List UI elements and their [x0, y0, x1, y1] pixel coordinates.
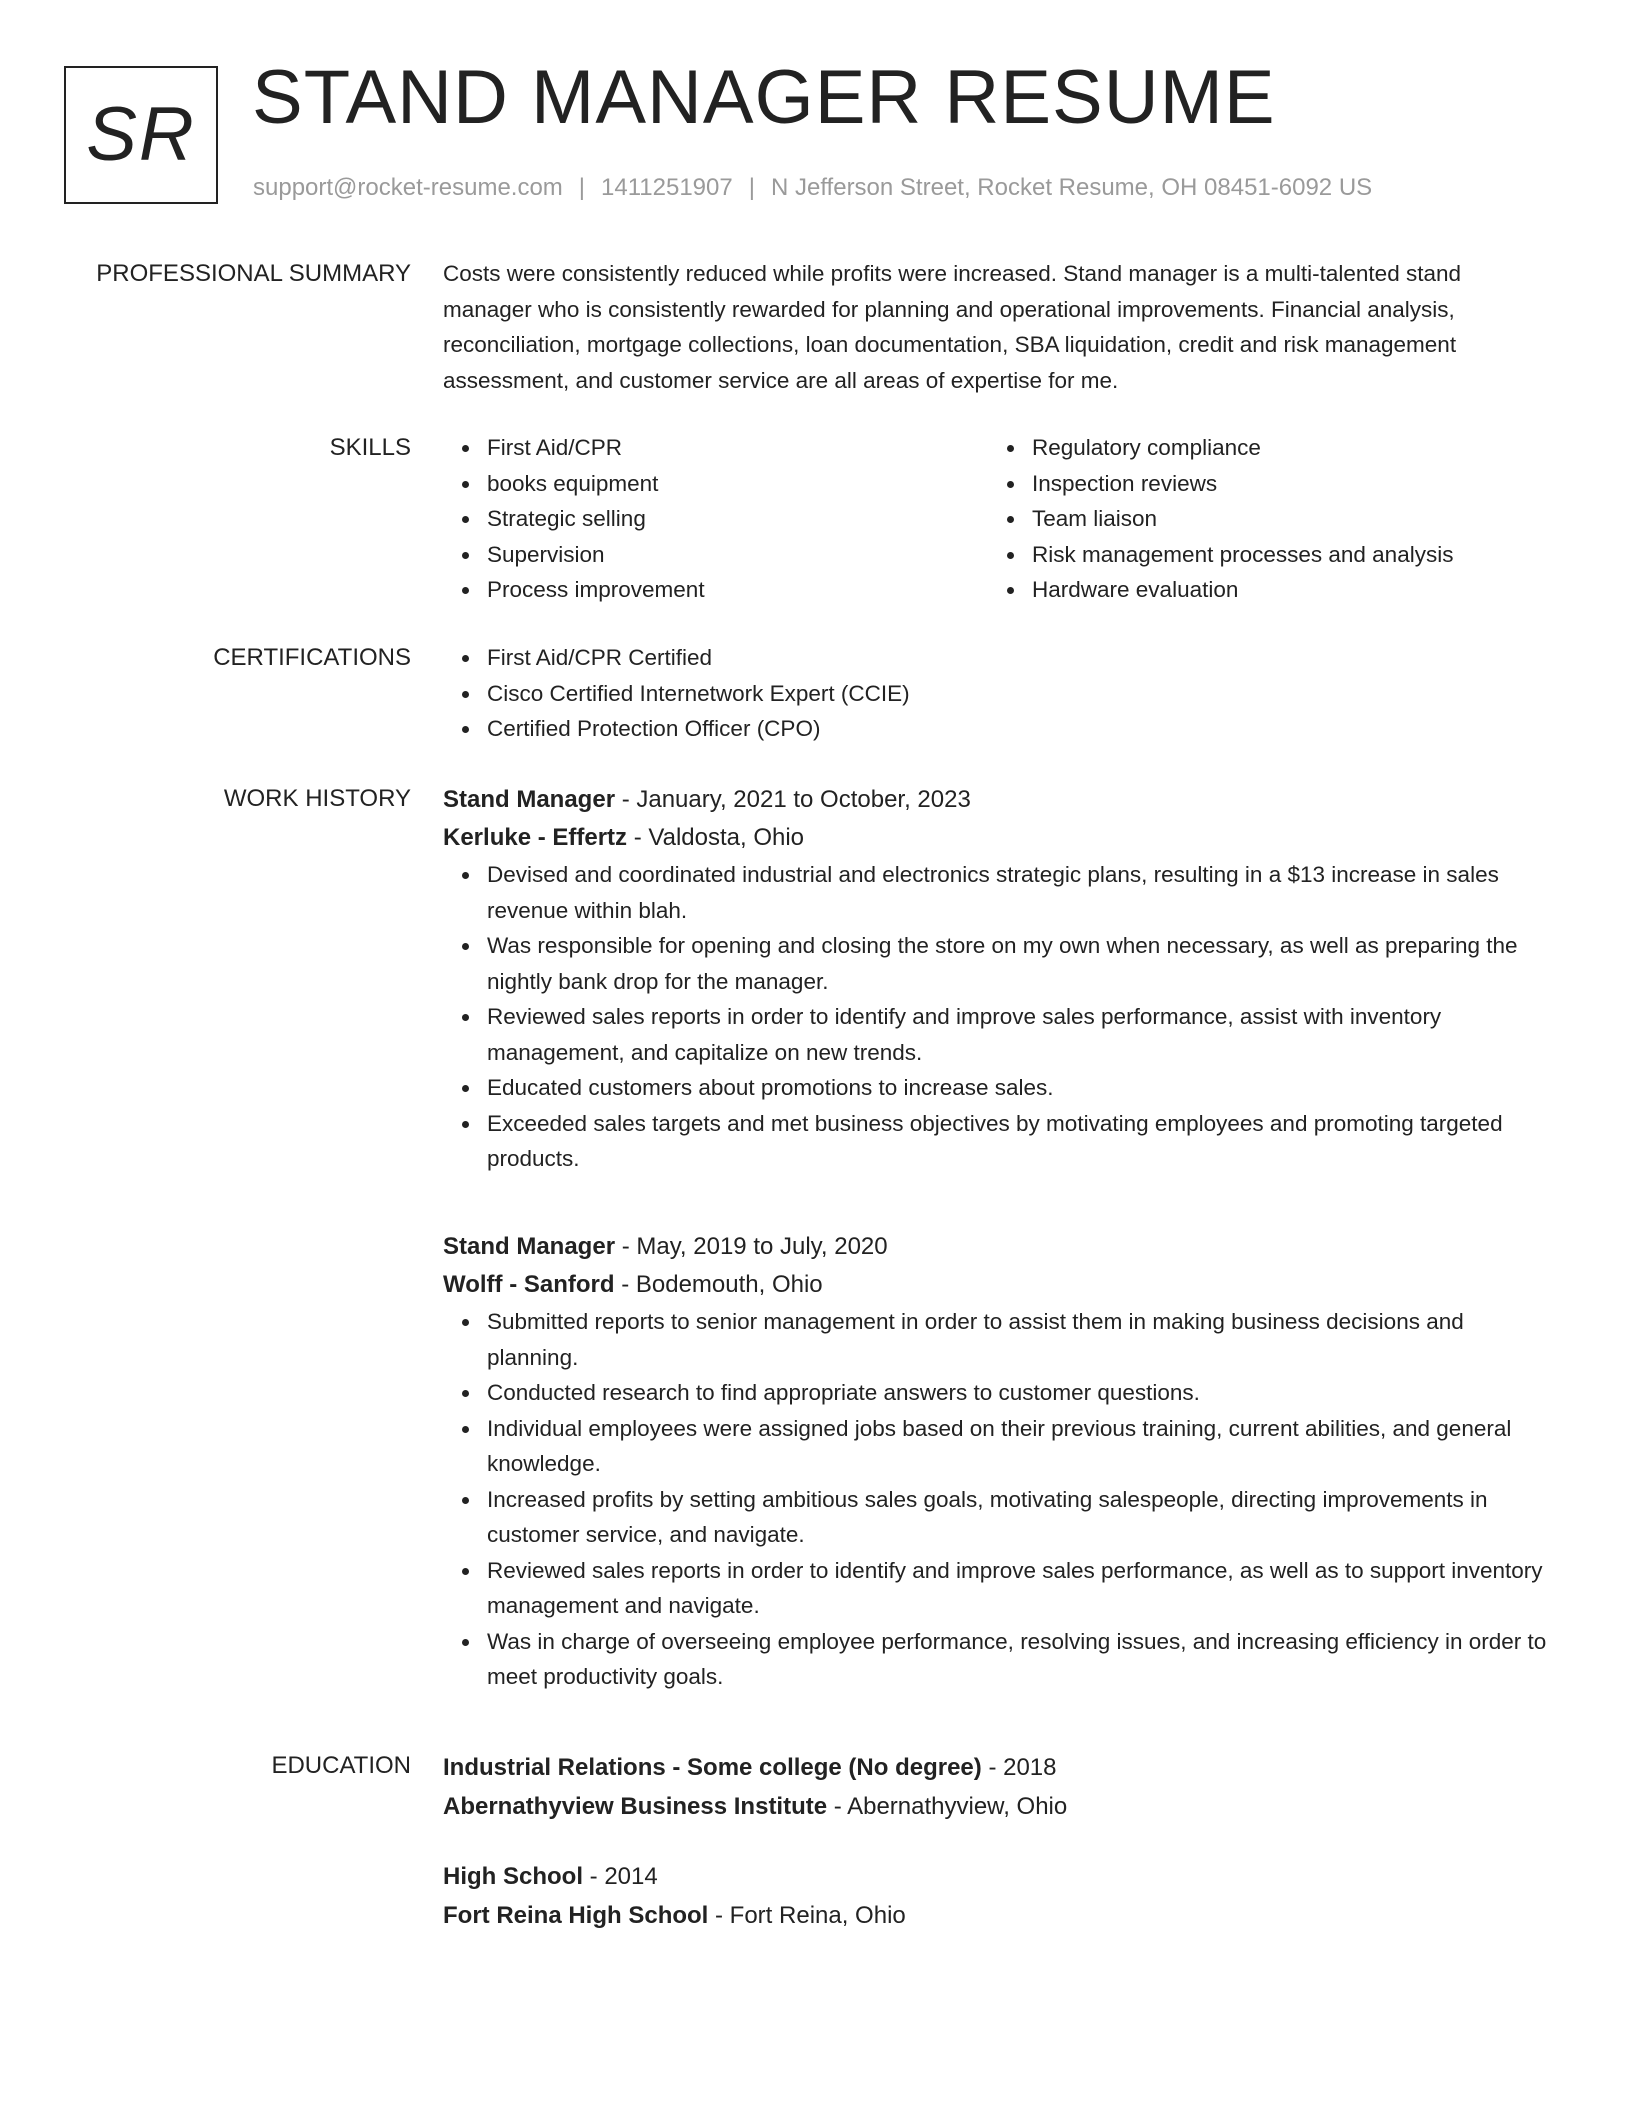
skill-item: Supervision [487, 537, 988, 573]
job-company-line [443, 819, 1553, 857]
work-history-body-2 [443, 1228, 1553, 1695]
job-bullet: Reviewed sales reports in order to identify and improve sales performance, as well as to support inventory management and navigate. [487, 1553, 1553, 1624]
skill-item: books equipment [487, 466, 988, 502]
education-degree-line [443, 1857, 1553, 1896]
education-location: - Abernathyview, Ohio [827, 1793, 1068, 1820]
summary-body [443, 256, 1553, 398]
education-location: - Fort Reina, Ohio [708, 1902, 906, 1929]
certification-item: Cisco Certified Internetwork Expert (CCIE) [487, 676, 1553, 712]
job-bullet: Devised and coordinated industrial and electronics strategic plans, resulting in a $13 increase in sales revenue within blah. [487, 857, 1553, 928]
education-school: Fort Reina High School [443, 1902, 709, 1929]
skills-list-1 [443, 430, 988, 608]
job-title-line [443, 781, 1553, 819]
monogram-logo [64, 66, 218, 204]
education-body-2 [443, 1857, 1553, 1935]
job-company: Kerluke - Effertz [443, 824, 628, 851]
skill-item: Regulatory compliance [1032, 430, 1533, 466]
education-degree: Industrial Relations - Some college (No degree) [443, 1754, 982, 1781]
summary-text: Costs were consistently reduced while profits were increased. Stand manager is a multi-talented stand manager who is consistently rewarded for planning and operational improvements. Financial analysis, reconciliation, mortgage collections, loan documentation, SBA liquidation, credit and risk management assessment, and customer service are all areas of expertise for me. [443, 261, 1462, 393]
job-dates: - May, 2019 to July, 2020 [615, 1233, 888, 1260]
job-bullet: Conducted research to find appropriate answers to customer questions. [487, 1375, 1553, 1411]
work-history-label: WORK HISTORY [223, 785, 411, 812]
certifications-label: CERTIFICATIONS [213, 644, 411, 671]
skill-item: Hardware evaluation [1032, 572, 1533, 608]
job-title-line [443, 1228, 1553, 1266]
job-company: Wolff - Sanford [443, 1271, 615, 1298]
job-location: - Valdosta, Ohio [627, 824, 805, 851]
job-bullet: Submitted reports to senior management in order to assist them in making business decisions and planning. [487, 1304, 1553, 1375]
skills-column-2 [988, 430, 1533, 608]
job-bullet: Individual employees were assigned jobs based on their previous training, current abilities, and general knowledge. [487, 1411, 1553, 1482]
education-school-line [443, 1787, 1553, 1826]
summary-label: PROFESSIONAL SUMMARY [96, 260, 411, 287]
skill-item: Strategic selling [487, 501, 988, 537]
skills-list-2 [988, 430, 1533, 608]
education-year: - 2014 [583, 1863, 658, 1890]
job-dates: - January, 2021 to October, 2023 [615, 786, 971, 813]
certification-item: First Aid/CPR Certified [487, 640, 1553, 676]
contact-separator: | [578, 174, 586, 201]
job-entry [443, 781, 1553, 1177]
education-body [443, 1748, 1553, 1826]
skills-column-1 [443, 430, 988, 608]
skills-grid [443, 430, 1553, 608]
education-degree: High School [443, 1863, 583, 1890]
resume-title: STAND MANAGER RESUME [252, 55, 1276, 140]
job-location: - Bodemouth, Ohio [614, 1271, 823, 1298]
job-entry [443, 1228, 1553, 1695]
education-school: Abernathyview Business Institute [443, 1793, 828, 1820]
skill-item: Team liaison [1032, 501, 1533, 537]
skill-item: Process improvement [487, 572, 988, 608]
job-bullet: Was responsible for opening and closing the store on my own when necessary, as well as preparing the nightly bank drop for the manager. [487, 928, 1553, 999]
education-entry [443, 1748, 1553, 1826]
skills-label: SKILLS [329, 434, 411, 461]
job-bullet: Reviewed sales reports in order to identify and improve sales performance, assist with inventory management, and capitalize on new trends. [487, 999, 1553, 1070]
job-bullet: Educated customers about promotions to increase sales. [487, 1070, 1553, 1106]
education-school-line [443, 1896, 1553, 1935]
contact-phone: 1411251907 [601, 174, 733, 201]
job-bullets [443, 857, 1553, 1177]
job-title: Stand Manager [443, 1233, 616, 1260]
certifications-list [443, 640, 1553, 747]
certifications-body [443, 640, 1553, 747]
contact-separator: | [748, 174, 755, 201]
education-year: - 2018 [981, 1754, 1057, 1781]
job-bullet: Was in charge of overseeing employee performance, resolving issues, and increasing efficiency in order to meet productivity goals. [487, 1624, 1553, 1695]
education-degree-line [443, 1748, 1553, 1787]
job-company-line [443, 1266, 1553, 1304]
contact-line [253, 174, 1372, 202]
education-label: EDUCATION [271, 1752, 411, 1779]
contact-email: support@rocket-resume.com [253, 174, 563, 201]
job-bullets [443, 1304, 1553, 1695]
skill-item: First Aid/CPR [487, 430, 988, 466]
skill-item: Risk management processes and analysis [1032, 537, 1533, 573]
job-title: Stand Manager [443, 786, 616, 813]
monogram-initials: SR [86, 92, 196, 177]
education-entry [443, 1857, 1553, 1935]
work-history-body [443, 781, 1553, 1177]
contact-address: N Jefferson Street, Rocket Resume, OH 08451-6092 US [770, 174, 1373, 201]
skill-item: Inspection reviews [1032, 466, 1533, 502]
skills-body [443, 430, 1553, 608]
certification-item: Certified Protection Officer (CPO) [487, 711, 1553, 747]
job-bullet: Increased profits by setting ambitious sales goals, motivating salespeople, directing improvements in customer service, and navigate. [487, 1482, 1553, 1553]
job-bullet: Exceeded sales targets and met business objectives by motivating employees and promoting targeted products. [487, 1106, 1553, 1177]
